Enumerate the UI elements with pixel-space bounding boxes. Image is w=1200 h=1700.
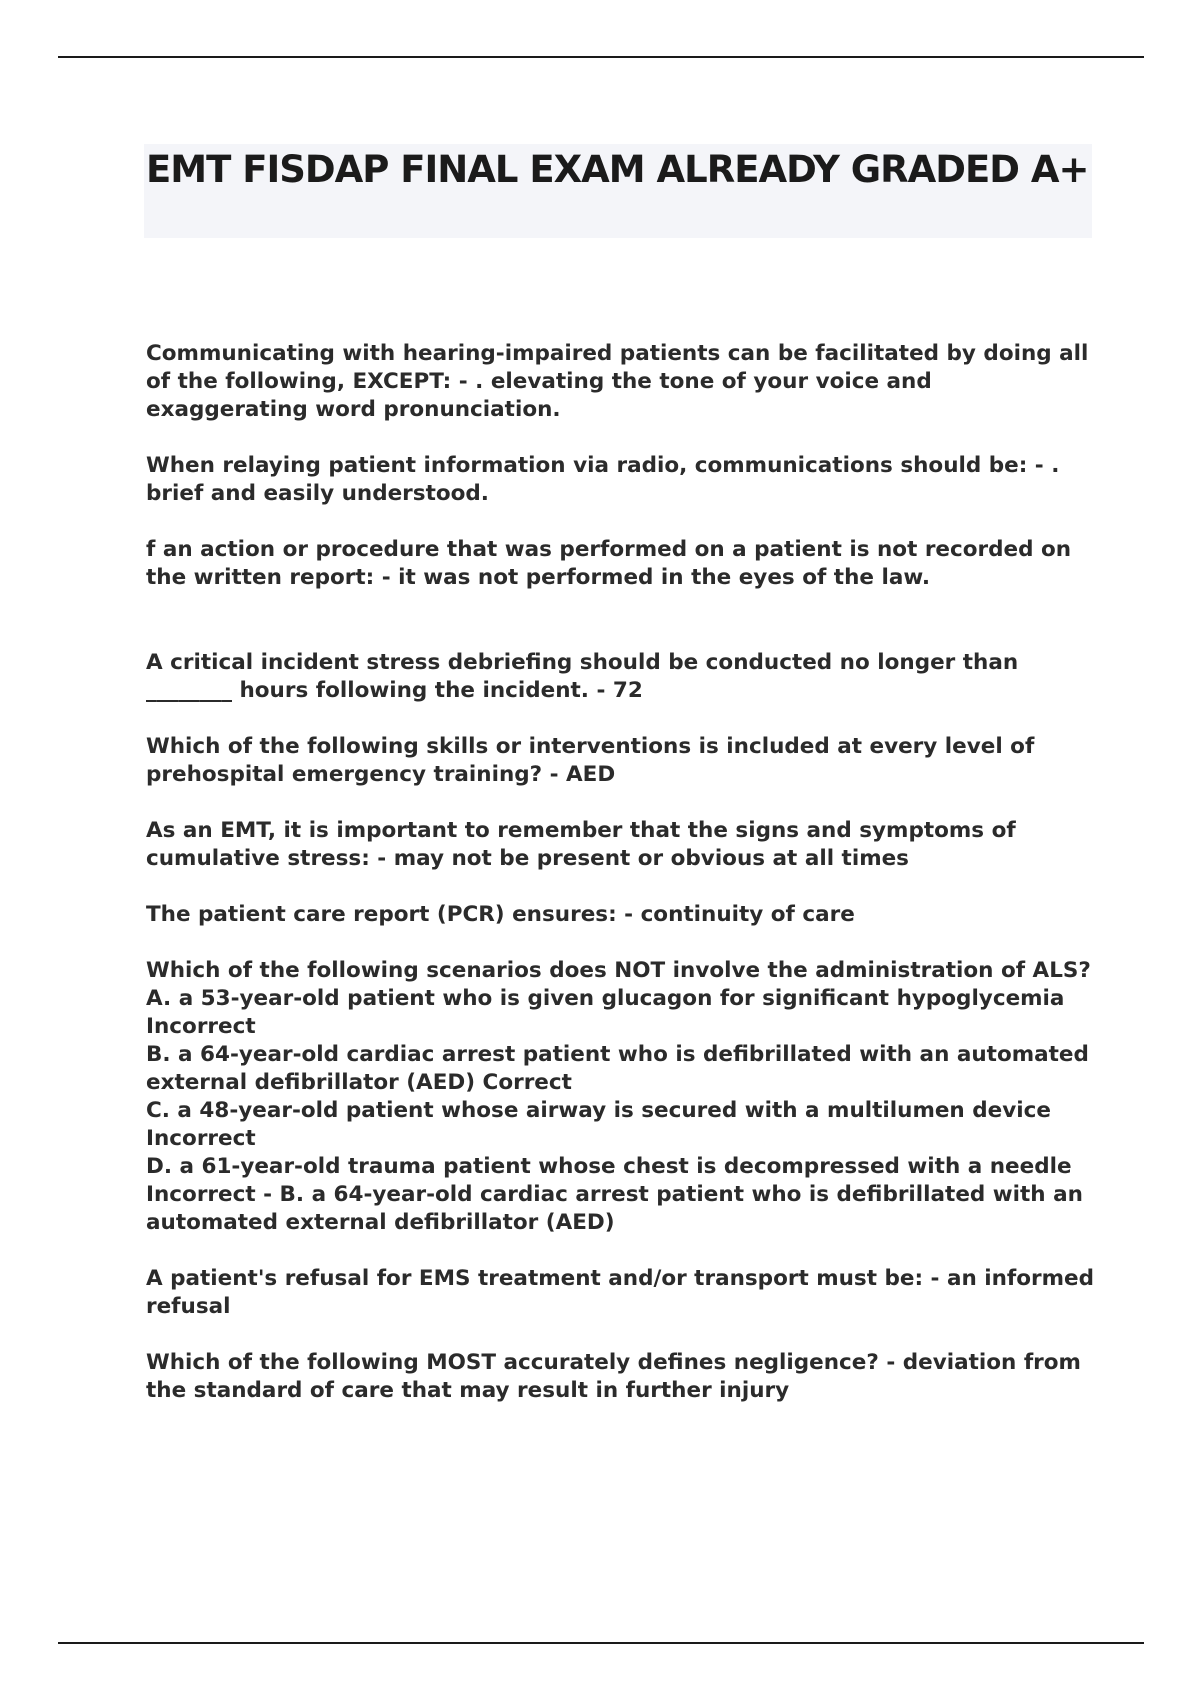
qa-item: A patient's refusal for EMS treatment and/or transport must be: - an informed refusal <box>146 1266 1095 1319</box>
page-title: EMT FISDAP FINAL EXAM ALREADY GRADED A+ <box>146 148 1089 191</box>
qa-item: As an EMT, it is important to remember that the signs and symptoms of cumulative stress: - may not be present or obvious at all times <box>146 818 1016 871</box>
top-divider <box>58 56 1144 58</box>
title-banner <box>144 144 1092 238</box>
qa-item: The patient care report (PCR) ensures: - continuity of care <box>146 902 855 927</box>
qa-item: Which of the following MOST accurately defines negligence? - deviation from the standard of care that may result in further injury <box>146 1350 1081 1403</box>
qa-item: f an action or procedure that was performed on a patient is not recorded on the written report: - it was not performed in the eyes of the law. <box>146 537 1072 590</box>
qa-item: Which of the following scenarios does NOT involve the administration of ALS? A. a 53-year-old patient who is given glucagon for significant hypoglycemia Incorrect B. a 64-year-old cardiac arrest patient who is defibrillated with an automated external defibrillator (AED) Correct C. a 48-year-old patient whose airway is secured with a multilumen device Incorrect D. a 61-year-old trauma patient whose chest is decompressed with a needle Incorrect - B. a 64-year-old cardiac arrest patient who is defibrillated with an automated external defibrillator (AED) <box>146 958 1091 1235</box>
qa-item: Communicating with hearing-impaired patients can be facilitated by doing all of the following, EXCEPT: - . elevating the tone of your voice and exaggerating word pronunciation. <box>146 341 1089 422</box>
qa-item: When relaying patient information via radio, communications should be: - . brief and easily understood. <box>146 453 1060 506</box>
qa-item: A critical incident stress debriefing should be conducted no longer than ________ hours following the incident. - 72 <box>146 650 1019 703</box>
bottom-divider <box>58 1642 1144 1644</box>
qa-item: Which of the following skills or interventions is included at every level of prehospital emergency training? - AED <box>146 734 1035 787</box>
qa-list <box>146 340 1096 1405</box>
